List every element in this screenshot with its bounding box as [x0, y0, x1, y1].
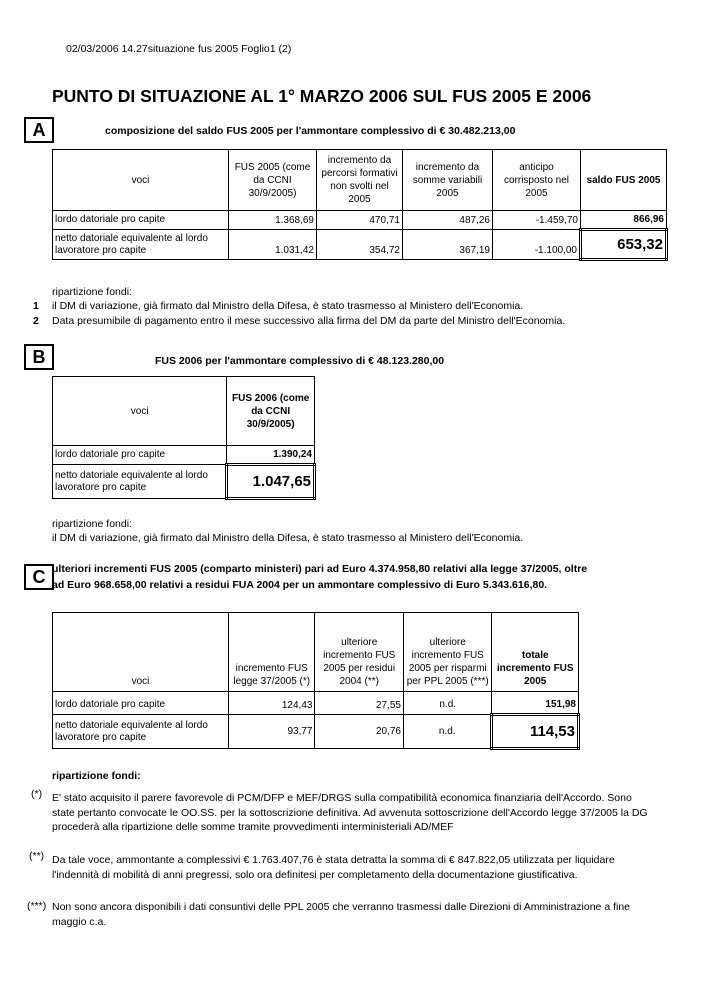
section-c-ripartizione: ripartizione fondi: [52, 770, 141, 782]
col-incremento-legge: incremento FUS legge 37/2005 (*) [229, 613, 315, 692]
footnote-mark: (**) [29, 850, 45, 862]
footnote-mark: (***) [27, 900, 47, 912]
section-c-heading-2: ad Euro 968.658,00 relativi a residui FUA 2004 per un ammontare complessivo di Euro 5.343.616,80. [52, 579, 548, 591]
col-incremento-somme: incremento da somme variabili 2005 [402, 150, 492, 211]
col-anticipo: anticipo corrisposto nel 2005 [492, 150, 580, 211]
section-b-ripartizione: ripartizione fondi: [52, 518, 132, 530]
row-label: netto datoriale equivalente al lordo lavoratore pro capite [53, 465, 227, 499]
col-fus-2006: FUS 2006 (come da CCNI 30/9/2005) [227, 377, 315, 446]
cell: n.d. [403, 715, 492, 749]
cell: 27,55 [315, 692, 404, 715]
section-a-heading: composizione del saldo FUS 2005 per l'ammontare complessivo di € 30.482.213,00 [105, 125, 516, 137]
col-voci: voci [53, 150, 229, 211]
cell: -1.100,00 [492, 230, 580, 260]
section-a-table [52, 149, 668, 261]
footnote-text: Non sono ancora disponibili i dati consuntivi delle PPL 2005 che verranno trasmessi dalle Direzioni di Amministrazione a fine maggio c.a. [52, 901, 631, 928]
col-incremento-percorsi: incremento da percorsi formativi non svolti nel 2005 [317, 150, 403, 211]
section-b-table [52, 376, 316, 500]
note-text: Data presumibile di pagamento entro il mese successivo alla firma del DM da parte del Ministro dell'Economia. [52, 315, 566, 327]
cell: 354,72 [317, 230, 403, 260]
cell-total: 1.390,24 [227, 446, 315, 465]
cell: 487,26 [402, 211, 492, 230]
row-label: lordo datoriale pro capite [53, 211, 229, 230]
cell: -1.459,70 [492, 211, 580, 230]
note-text: il DM di variazione, già firmato dal Ministro della Difesa, è stato trasmesso al Ministero dell'Economia. [52, 300, 524, 312]
col-voci: voci [53, 377, 227, 446]
cell: 1.368,69 [229, 211, 317, 230]
row-label: netto datoriale equivalente al lordo lavoratore pro capite [53, 230, 229, 260]
page-title: PUNTO DI SITUAZIONE AL 1° MARZO 2006 SUL FUS 2005 E 2006 [52, 86, 592, 106]
cell-total-highlight: 653,32 [580, 230, 666, 260]
section-b-heading: FUS 2006 per l'ammontare complessivo di € 48.123.280,00 [155, 355, 445, 367]
row-label: lordo datoriale pro capite [53, 446, 227, 465]
note-number: 1 [33, 300, 39, 312]
col-saldo: saldo FUS 2005 [580, 150, 666, 211]
cell-total-highlight: 114,53 [492, 715, 579, 749]
col-voci: voci [53, 613, 229, 692]
cell: n.d. [403, 692, 492, 715]
note-number: 2 [33, 315, 39, 327]
cell: 470,71 [317, 211, 403, 230]
cell: 1.031,42 [229, 230, 317, 260]
cell: 93,77 [229, 715, 315, 749]
footnote-text: Da tale voce, ammontante a complessivi € 1.763.407,76 è stata detratta la somma di € 847.822,05 utilizzata per liquidare l'indennità di mobilità di anni pregressi, solo ora definitesi per completamento della documentazione giustificativa. [52, 854, 615, 881]
section-a-letter: A [24, 117, 54, 143]
cell-total: 866,96 [580, 211, 666, 230]
cell-total: 151,98 [492, 692, 579, 715]
row-label: netto datoriale equivalente al lordo lavoratore pro capite [53, 715, 229, 749]
col-fus-2005: FUS 2005 (come da CCNI 30/9/2005) [229, 150, 317, 211]
note-text: il DM di variazione, già firmato dal Ministro della Difesa, è stato trasmesso al Ministero dell'Economia. [52, 532, 524, 544]
section-c-heading-1: ulteriori incrementi FUS 2005 (comparto ministeri) pari ad Euro 4.374.958,80 relativi alla legge 37/2005, oltre [52, 563, 588, 575]
section-a-ripartizione: ripartizione fondi: [52, 286, 132, 298]
section-c-table [52, 612, 580, 750]
cell: 367,19 [402, 230, 492, 260]
footnote-text: E' stato acquisito il parere favorevole di PCM/DFP e MEF/DRGS sulla compatibilità economica finanziaria dell'Accordo. Sono state pertanto convocate le OO.SS. per la sottoscrizione definitiva. Ad avvenuta sottoscrizione dell'Accordo legge 37/2005 la DG procederà alla ripartizione delle somme tramite provvedimenti interministeriali AD/MEF [52, 792, 648, 833]
col-residui-2004: ulteriore incremento FUS 2005 per residui 2004 (**) [315, 613, 404, 692]
print-header: 02/03/2006 14.27situazione fus 2005 Foglio1 (2) [66, 43, 292, 55]
cell-total-highlight: 1.047,65 [227, 465, 315, 499]
section-c-letter: C [24, 564, 54, 590]
cell: 20,76 [315, 715, 404, 749]
row-label: lordo datoriale pro capite [53, 692, 229, 715]
col-totale: totale incremento FUS 2005 [492, 613, 579, 692]
footnote-mark: (*) [31, 788, 43, 800]
col-risparmi-ppl: ulteriore incremento FUS 2005 per risparmi per PPL 2005 (***) [403, 613, 492, 692]
cell: 124,43 [229, 692, 315, 715]
section-b-letter: B [24, 344, 54, 370]
